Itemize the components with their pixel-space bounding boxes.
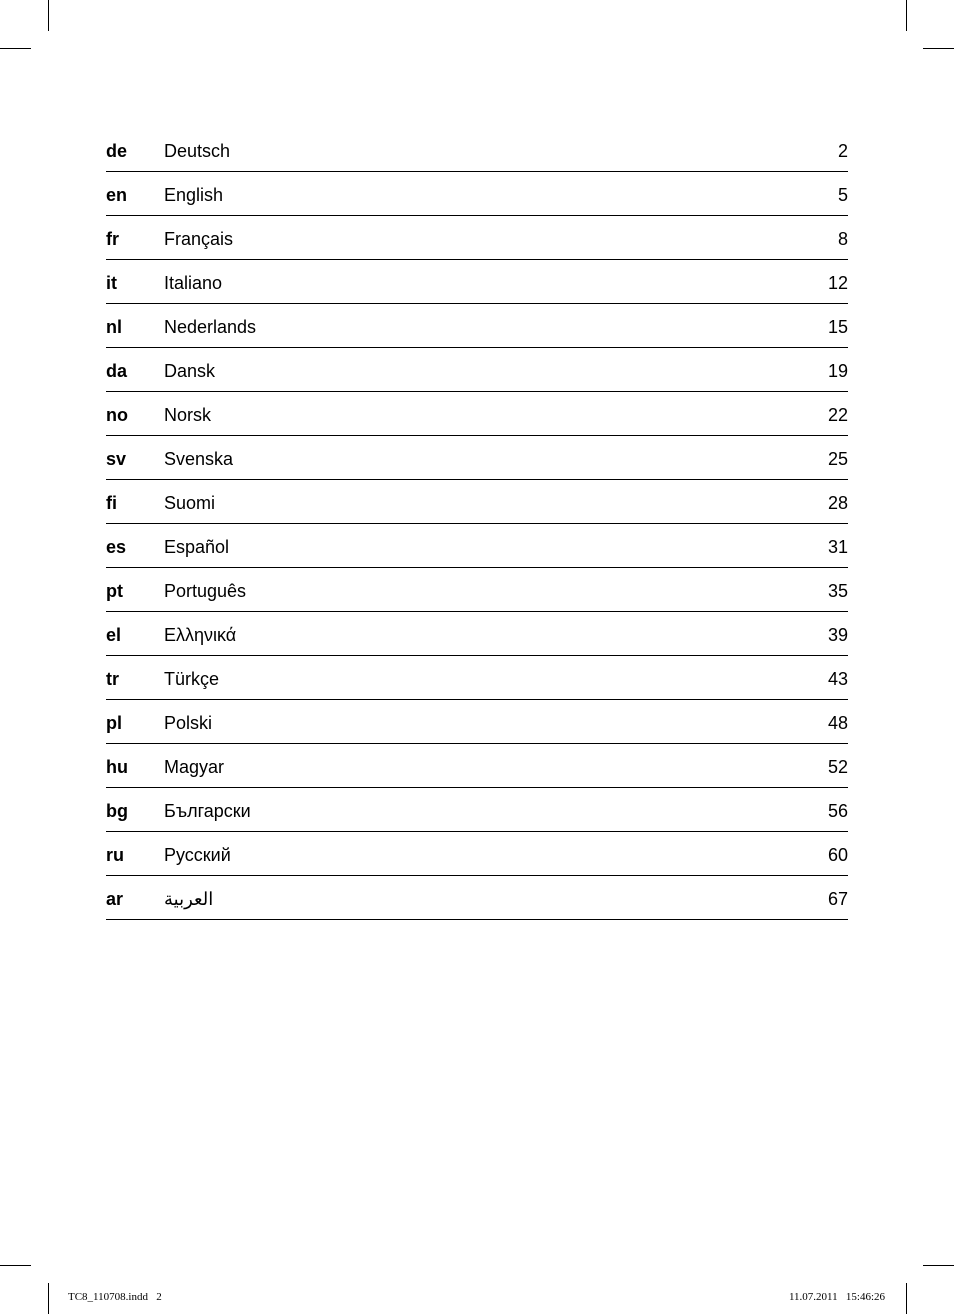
page-number: 25 (827, 449, 848, 469)
language-name: Português (164, 581, 247, 601)
toc-row (106, 480, 848, 524)
language-name: Български (164, 801, 251, 821)
page-number: 28 (827, 493, 848, 513)
toc-row (106, 832, 848, 876)
toc-row (106, 788, 848, 832)
language-code: nl (106, 317, 122, 337)
toc-row (106, 172, 848, 216)
language-table-of-contents (106, 128, 848, 920)
page-number: 48 (827, 713, 848, 733)
page-number: 60 (827, 845, 848, 865)
crop-mark-bottom-right-vertical (906, 1283, 907, 1314)
language-code: ar (106, 889, 124, 909)
language-code: tr (106, 669, 119, 689)
slug-timestamp: 11.07.2011 15:46:26 (788, 1291, 885, 1303)
page-number: 19 (827, 361, 848, 381)
language-code: sv (106, 449, 127, 469)
language-name: Ελληνικά (164, 625, 237, 645)
language-name: Suomi (164, 493, 216, 513)
page-number: 52 (827, 757, 848, 777)
toc-row (106, 656, 848, 700)
language-code: it (106, 273, 117, 293)
toc-row (106, 216, 848, 260)
toc-row (106, 524, 848, 568)
language-name: Italiano (164, 273, 223, 293)
page-number: 12 (827, 273, 848, 293)
crop-mark-top-left-horizontal (0, 48, 31, 49)
crop-mark-top-right-horizontal (923, 48, 954, 49)
language-code: fi (106, 493, 117, 513)
language-name: Norsk (164, 405, 212, 425)
toc-row (106, 348, 848, 392)
language-name: Nederlands (164, 317, 257, 337)
language-code: hu (106, 757, 128, 777)
page-number: 39 (827, 625, 848, 645)
language-code: el (106, 625, 122, 645)
page-number: 31 (827, 537, 848, 557)
language-code: pl (106, 713, 122, 733)
language-name: Polski (164, 713, 213, 733)
page-number: 43 (827, 669, 848, 689)
language-code: de (106, 141, 128, 161)
language-code: fr (106, 229, 119, 249)
language-code: no (106, 405, 128, 425)
language-code: da (106, 361, 128, 381)
language-code: es (106, 537, 127, 557)
crop-mark-bottom-left-horizontal (0, 1265, 31, 1266)
page-number: 67 (827, 889, 848, 909)
toc-row (106, 392, 848, 436)
crop-mark-top-left-vertical (48, 0, 49, 31)
toc-row (106, 568, 848, 612)
page-number: 5 (837, 185, 848, 205)
language-code: bg (106, 801, 128, 821)
language-name: English (164, 185, 224, 205)
toc-row (106, 304, 848, 348)
language-name: Русский (164, 845, 231, 865)
language-name: Français (164, 229, 234, 249)
language-code: pt (106, 581, 123, 601)
language-name: العربية (164, 889, 214, 909)
page-number: 15 (827, 317, 848, 337)
crop-mark-bottom-left-vertical (48, 1283, 49, 1314)
page-number: 35 (827, 581, 848, 601)
crop-mark-top-right-vertical (906, 0, 907, 31)
language-code: ru (106, 845, 124, 865)
crop-mark-bottom-right-horizontal (923, 1265, 954, 1266)
language-name: Türkçe (164, 669, 220, 689)
page-number: 2 (837, 141, 848, 161)
slug-file-name: TC8_110708.indd 2 (68, 1291, 162, 1303)
language-name: Dansk (164, 361, 216, 381)
language-name: Deutsch (164, 141, 231, 161)
toc-row (106, 744, 848, 788)
toc-row (106, 436, 848, 480)
page-number: 8 (837, 229, 848, 249)
language-name: Magyar (164, 757, 225, 777)
language-name: Español (164, 537, 230, 557)
toc-row (106, 260, 848, 304)
toc-row (106, 128, 848, 172)
page-number: 56 (827, 801, 848, 821)
toc-row (106, 700, 848, 744)
page-number: 22 (827, 405, 848, 425)
toc-row (106, 612, 848, 656)
language-name: Svenska (164, 449, 234, 469)
toc-row (106, 876, 848, 920)
language-code: en (106, 185, 128, 205)
